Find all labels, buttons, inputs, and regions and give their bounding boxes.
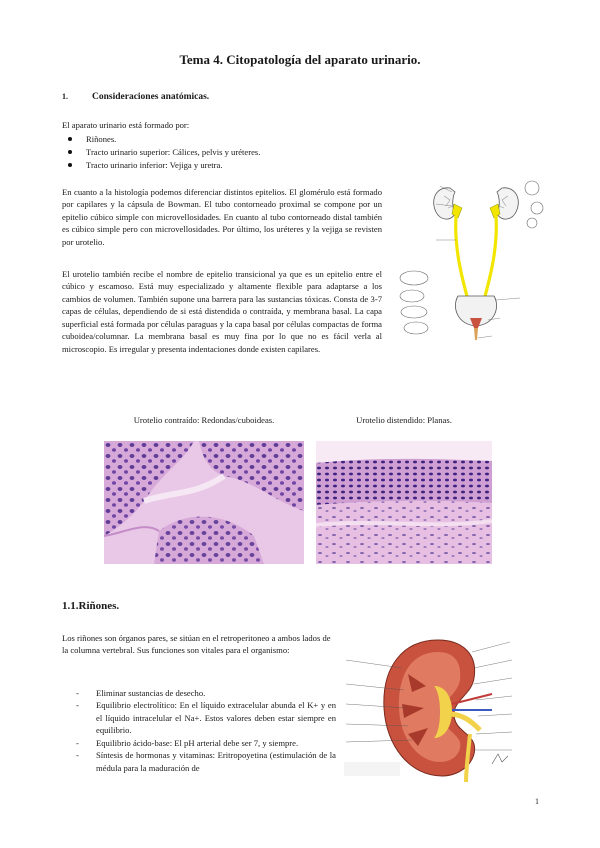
caption-contracted: Urotelio contraído: Redondas/cuboideas.	[133, 415, 275, 425]
histology-paragraph: En cuanto a la histología podemos diferenciar distintos epitelios. El glomérulo está formado por capilares y la cápsula de Bowman. El tubo contorneado proximal se compone por un epitelio cúbico simple con microvellosidades. En cuanto al tubo contorneado distal también es cúbico simple pero con microvellosidades. Por último, los uréteres y la vejiga se revisten por urotelio.	[62, 187, 382, 247]
section-heading	[62, 92, 209, 102]
list-item: Tracto urinario superior: Cálices, pelvis y uréteres.	[62, 146, 382, 159]
histology-distended-image	[316, 441, 492, 564]
list-item: - Eliminar sustancias de desecho.	[74, 687, 336, 699]
kidney-cross-section-image	[342, 634, 542, 782]
kidney-paragraph: Los riñones son órganos pares, se sitúan en el retroperitoneo a ambos lados de la columna vertebral. Sus funciones son vitales para el organismo:	[62, 633, 331, 656]
urinary-tract-diagram	[392, 178, 552, 353]
list-item: - Equilibrio electrolítico: En el líquido extracelular abunda el K+ y en el líquido intracelular el Na+. Estos valores deben estar siempre en equilibrio.	[74, 699, 336, 736]
intro-text: El aparato urinario está formado por:	[62, 120, 190, 130]
histology-contracted-image	[104, 441, 304, 564]
list-item: - Síntesis de hormonas y vitaminas: Eritropoyetina (estimulación de la médula para la maduración de	[74, 749, 336, 774]
page-title: Tema 4. Citopatología del aparato urinario.	[179, 52, 421, 67]
list-item: Riñones.	[62, 133, 382, 146]
section-number: 1.	[62, 92, 68, 101]
urotelio-paragraph: El urotelio también recibe el nombre de epitelio transicional ya que es un epitelio entre el cúbico y escamoso. Está muy especializado y altamente flexible para adaptarse a los cambios de volumen. También supone una barrera para las sustancias tóxicas. Consta de 3-7 capas de células, dependiendo de si está distendida o contraída, y membrana basal. La capa superficial está formada por células paraguas y la capa basal por células compactas de forma cuboidea/columnar. La membrana basal es muy fina por lo que no es fácil verla al microscopio. Es irregular y presenta indentaciones donde existen capilares.	[62, 269, 382, 354]
organ-list	[62, 133, 382, 172]
list-item: Tracto urinario inferior: Vejiga y uretra.	[62, 159, 382, 172]
page-number: 1	[535, 797, 539, 806]
list-item: - Equilibrio ácido-base: El pH arterial debe ser 7, y siempre.	[74, 737, 336, 749]
section-title: Consideraciones anatómicas.	[92, 92, 210, 102]
caption-distended: Urotelio distendido: Planas.	[356, 415, 452, 425]
function-list	[74, 687, 336, 774]
subsection-heading: 1.1.Riñones.	[62, 600, 120, 612]
